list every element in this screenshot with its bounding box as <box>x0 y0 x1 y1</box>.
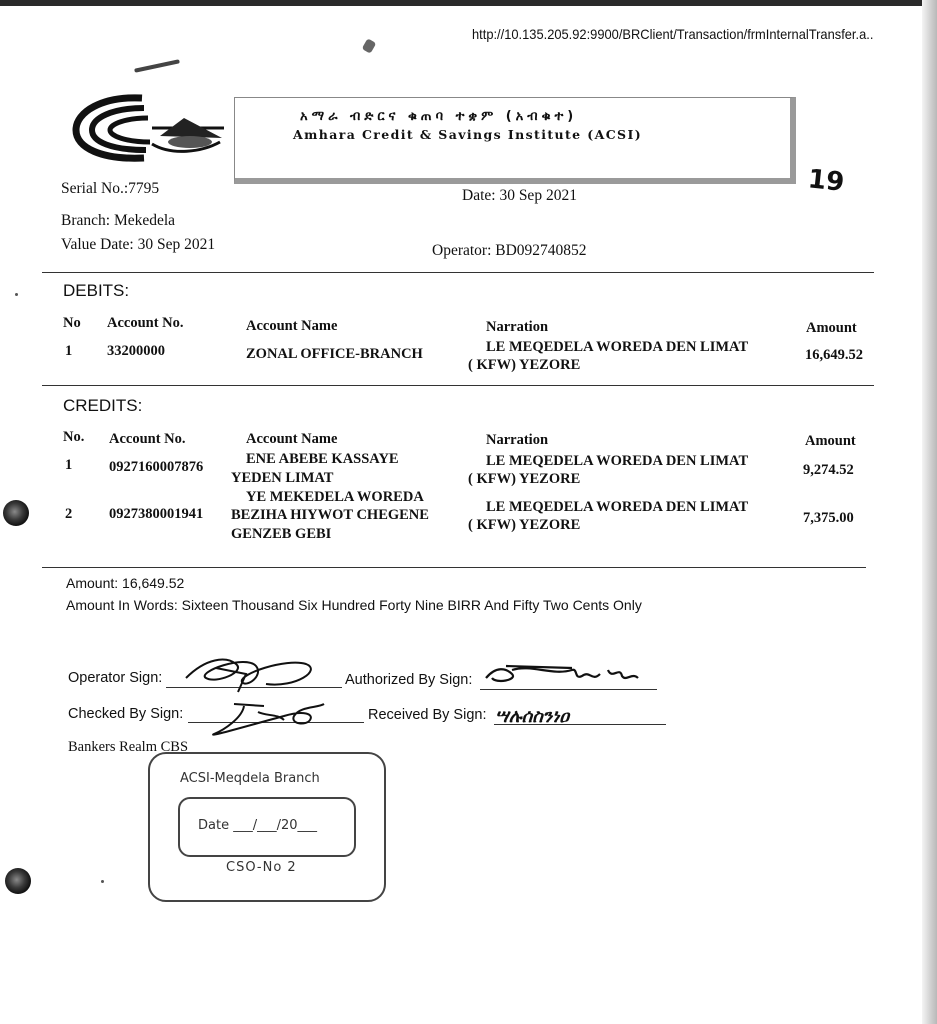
value-date: Value Date: 30 Sep 2021 <box>61 236 216 253</box>
debits-header-no: No <box>63 315 81 331</box>
print-url: http://10.135.205.92:9900/BRClient/Transaction/frmInternalTransfer.a.. <box>472 26 874 42</box>
credits-header-account-no: Account No. <box>109 431 186 447</box>
operator-sign-label: Operator Sign: <box>68 670 163 686</box>
authorized-sign-label: Authorized By Sign: <box>345 672 473 688</box>
bankers-realm-label: Bankers Realm CBS <box>68 739 189 755</box>
punch-hole <box>3 500 29 526</box>
received-sign-label: Received By Sign: <box>368 707 487 723</box>
amount: 9,274.52 <box>803 462 854 478</box>
checked-sign-label: Checked By Sign: <box>68 706 184 722</box>
debits-header-narration: Narration <box>486 319 549 335</box>
debits-header-account-name: Account Name <box>246 318 338 334</box>
paper-right-edge <box>922 0 937 1024</box>
top-edge-shadow <box>0 0 937 6</box>
row-no: 1 <box>65 343 73 359</box>
institution-name-amharic: አማራ ብድርና ቁጠባ ተቋም (አብቁተ) <box>300 109 578 124</box>
narration-line: ( KFW) YEZORE <box>468 471 581 487</box>
row-no: 2 <box>65 506 73 522</box>
stamp-title: ACSI-Meqdela Branch <box>180 771 320 786</box>
account-no: 0927160007876 <box>109 459 204 475</box>
authorized-signature <box>482 656 642 688</box>
serial-number: Serial No.:7795 <box>61 180 160 197</box>
divider <box>42 567 866 568</box>
account-name: ZONAL OFFICE-BRANCH <box>246 346 423 362</box>
account-no: 0927380001941 <box>109 506 204 522</box>
credits-title: CREDITS: <box>63 396 143 415</box>
narration-line: ( KFW) YEZORE <box>468 357 581 373</box>
credits-header-no: No. <box>63 429 85 445</box>
amount: 7,375.00 <box>803 510 854 526</box>
debits-header-account-no: Account No. <box>107 315 184 331</box>
account-no: 33200000 <box>107 343 165 359</box>
speck <box>15 293 18 296</box>
handwritten-number: 19 <box>806 164 846 198</box>
narration-line: LE MEQEDELA WOREDA DEN LIMAT <box>486 499 749 515</box>
credits-header-account-name: Account Name <box>246 431 338 447</box>
amount-in-words: Amount In Words: Sixteen Thousand Six Hundred Forty Nine BIRR And Fifty Two Cents Only <box>66 597 642 613</box>
divider <box>42 272 874 273</box>
debits-header-amount: Amount <box>806 320 857 336</box>
branch: Branch: Mekedela <box>61 212 176 229</box>
narration-line: LE MEQEDELA WOREDA DEN LIMAT <box>486 453 749 469</box>
operator-id: Operator: BD092740852 <box>432 242 587 259</box>
institution-name-english: Amhara Credit & Savings Institute (ACSI) <box>293 127 643 142</box>
total-amount: Amount: 16,649.52 <box>66 575 185 591</box>
account-name-line: GENZEB GEBI <box>231 526 332 542</box>
narration-line: ( KFW) YEZORE <box>468 517 581 533</box>
operator-signature <box>176 648 326 694</box>
debits-title: DEBITS: <box>63 281 130 300</box>
account-name-line: ENE ABEBE KASSAYE <box>246 451 399 467</box>
narration-line: LE MEQEDELA WOREDA DEN LIMAT <box>486 339 749 355</box>
authorized-sign-line <box>480 689 657 690</box>
divider <box>42 385 874 386</box>
punch-hole <box>5 868 31 894</box>
ink-smudge <box>134 59 180 72</box>
row-no: 1 <box>65 457 73 473</box>
acsi-logo <box>72 94 224 164</box>
account-name-line: YE MEKEDELA WOREDA <box>246 489 424 505</box>
stamp-cso-number: CSO-No 2 <box>226 860 297 875</box>
ink-smudge <box>362 38 377 53</box>
checked-signature <box>194 694 344 744</box>
stamp-date: Date ___/___/20___ <box>198 818 318 833</box>
account-name-line: BEZIHA HIYWOT CHEGENE <box>231 507 429 523</box>
received-signature: ሣሉሰስንነዐ <box>495 706 570 727</box>
credits-header-amount: Amount <box>805 433 856 449</box>
credits-header-narration: Narration <box>486 432 549 448</box>
voucher-date: Date: 30 Sep 2021 <box>462 187 577 204</box>
amount: 16,649.52 <box>805 347 863 363</box>
account-name-line: YEDEN LIMAT <box>231 470 334 486</box>
speck <box>101 880 104 883</box>
